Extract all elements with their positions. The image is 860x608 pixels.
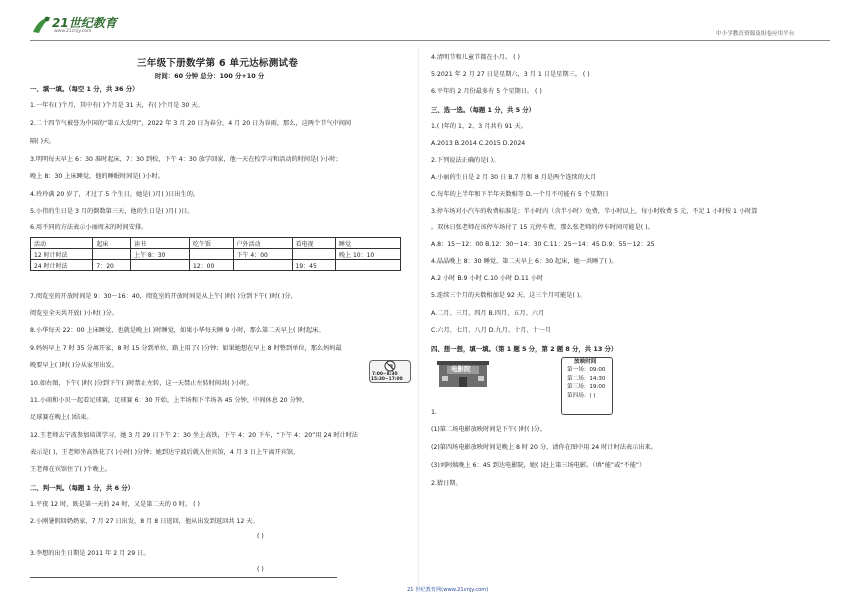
question-line: 王老师在宾馆住了( )个晚上。	[30, 466, 112, 473]
question-line: A.小丽的生日是 2 月 30 日 B.7 月和 8 月是两个连续的大月	[431, 174, 597, 181]
question-line: 11.小雨和小贝一起看足球赛，足球赛 6：30 开始，上半场和下半场各 45 分钟，中间休息 20 分钟，	[30, 397, 309, 404]
question-line: C.六月、七月、八月 D.九月、十月、十一月	[431, 327, 552, 334]
question-line: 10.如右图，下午( )时( )分到下午( )时禁止左转，这一天禁止左转时间共( )小时。	[30, 380, 253, 387]
poster-row: 第四场：( )	[567, 392, 596, 399]
table-cell: 吃午饭	[190, 238, 234, 249]
poster-row: 第三场：19:00	[567, 384, 606, 391]
question-line: A.8：15～12：00 B.12：30～14：30 C.11：25～14：45 D.9：55～12：25	[431, 241, 655, 248]
header-divider	[30, 40, 830, 41]
table-cell	[190, 249, 234, 260]
table-cell: 7：20	[93, 260, 131, 271]
table-cell	[130, 260, 189, 271]
section-heading: 四、想一想，填一填。（第 1 题 5 分，第 2 题 8 分，共 13 分）	[431, 345, 618, 353]
table-cell: 活动	[31, 238, 93, 249]
question-line: 阅览室全天共开放( )小时( )分。	[30, 310, 118, 317]
question-line: 12.王老师去宁波参加培训学习，她 3 月 29 日下午 2：30 坐上高铁，下午 4：20 下车，“下午 4：20”用 24 时计时法	[30, 432, 359, 439]
question-line: A.二月、三月、四月 B.四月、五月、六月	[431, 310, 545, 317]
table-cell: 读书	[130, 238, 189, 249]
table-row	[31, 260, 401, 271]
question-line: 1.	[431, 409, 437, 416]
question-line: 1.( )年的 1、2、3 月共有 91 天。	[431, 123, 527, 130]
table-cell: 看电视	[292, 238, 336, 249]
table-cell: 起床	[93, 238, 131, 249]
table-cell: 12 时计时法	[31, 249, 93, 260]
cinema-sign: 电影院	[451, 365, 471, 373]
screening-schedule-poster	[561, 357, 613, 415]
question-line: 1.平夜 12 时，既是第一天的 24 时，又是第二天的 0 时。 ( )	[30, 501, 200, 508]
platform-name: 中小学教育资源及组卷应用平台	[716, 31, 795, 37]
question-line: 表示是( )，王老师坐高铁花了( )小时( )分钟；她到达宁波后就入住宾馆，4 月 3 日上午离开宾馆，	[30, 449, 300, 456]
sign-time-1: 7:00~8:30	[372, 372, 398, 377]
site-logo	[30, 14, 117, 38]
question-line: 5.连续三个月的天数相加是 92 天，这三个月可能是( )。	[431, 292, 586, 299]
schedule-table	[30, 237, 401, 271]
column-divider	[418, 46, 419, 586]
table-cell	[292, 249, 336, 260]
footer-text: 21 世纪教育网(www.21cnjy.com)	[407, 587, 489, 593]
poster-row: 第二场：14:30	[567, 375, 606, 382]
poster-row: 第一场：09:00	[567, 367, 606, 374]
table-cell: 户外活动	[233, 238, 292, 249]
footer-rule	[30, 577, 337, 578]
logo-text: 21世纪教育	[52, 16, 117, 30]
table-row	[31, 249, 401, 260]
table-cell: 19：45	[292, 260, 336, 271]
question-line: 5.2021 年 2 月 27 日是星期六，3 月 1 日是星期三。 ( )	[431, 71, 590, 78]
table-cell: 24 时计时法	[31, 260, 93, 271]
question-line: 7.阅览室的开放时间是 9：30～16：40，阅览室的开放时间是从上午( )时( )分到下午( )时( )分，	[30, 293, 297, 300]
cinema-illustration	[437, 359, 489, 389]
question-line: 3.明明每天早上 6：30 准时起床，7：30 到校，下午 4：30 放学回家，他一天在校学习和活动的时间是( )小时；	[30, 156, 342, 163]
question-line: 晚上 8：30 上床睡觉，他的睡眠时间是( )小时。	[30, 173, 164, 180]
question-line: 8.小华每天 22：00 上床睡觉，也就是晚上( )时睡觉，如果小华每天睡 9 小时，那么第二天早上( )时起床。	[30, 327, 325, 334]
exam-title: 三年级下册数学第 6 单元达标测试卷	[137, 58, 299, 69]
question-line: 晚要早上( )时( )分从家里出发。	[30, 362, 118, 369]
table-cell: 下午 4：00	[233, 249, 292, 260]
no-left-turn-icon	[384, 360, 396, 372]
section-heading: 一、填一填。（每空 1 分，共 36 分）	[30, 85, 139, 93]
question-line: A.2013 B.2014 C.2015 D.2024	[431, 140, 526, 147]
question-line: 2.小刚暑假回奶奶家，7 月 27 日出发，8 月 8 日返回，他从出发到返回共 12 天。	[30, 518, 259, 525]
question-line: 6.用不同的方法表示小丽周末的时间安排。	[30, 224, 148, 231]
question-line: 4.清明节和儿童节都在小月。 ( )	[431, 54, 520, 61]
cinema-building-icon	[437, 359, 489, 389]
question-line: 2.猜日期。	[431, 480, 462, 487]
logo-url: www.21cnjy.com	[54, 29, 92, 34]
question-line: 5.小伟的生日是 3 月的倒数第三天，他的生日是( )月( )日。	[30, 208, 194, 215]
question-line: (3)刘阿姨晚上 6：45 到达电影院，她( )赶上第三场电影。（填“能”或“不能”）	[431, 462, 646, 469]
section-heading: 二、判一判。（每题 1 分，共 6 分）	[30, 484, 135, 492]
question-line: 6.平年的 2 月份最多有 5 个星期日。 ( )	[431, 88, 542, 95]
section-heading: 三、选一选。（每题 1 分，共 5 分）	[431, 106, 536, 114]
table-cell	[336, 260, 401, 271]
table-cell: 上午 8：30	[130, 249, 189, 260]
question-line: (1)第二场电影放映时间是下午( )时( )分。	[431, 426, 547, 433]
sign-time-2: 15:30~17:00	[371, 377, 403, 382]
poster-title: 放映时间	[574, 359, 597, 365]
question-line: 4.晶晶晚上 8：30 睡觉，第二天早上 6：30 起床，她一共睡了( )。	[431, 258, 618, 265]
question-line: 3.停车场对小汽车的收费标准是：半小时内（含半小时）免费，半小时以上，每小时收费 5 元，不足 1 小时按 1 小时算	[431, 208, 758, 215]
question-line: 隔( )天。	[30, 138, 56, 145]
table-cell: 睡觉	[336, 238, 401, 249]
table-cell	[233, 260, 292, 271]
table-cell: 12：00	[190, 260, 234, 271]
question-line: C.每年的上半年和下半年天数相等 D.一个月不可能有 5 个星期日	[431, 191, 609, 198]
question-line: 足球赛在晚上( )结束。	[30, 414, 93, 421]
question-line: 2.二十四节气被誉为中国的“第五大发明”，2022 年 3 月 20 日为春分，4 月 20 日为谷雨，那么，这两个节气中间间	[30, 120, 352, 127]
question-line: ( )	[257, 533, 264, 540]
table-cell	[93, 249, 131, 260]
table-cell: 晚上 10：10	[336, 249, 401, 260]
question-line: 2.下列说法正确的是( )。	[431, 157, 500, 164]
no-left-turn-sign	[369, 360, 411, 383]
question-line: 9.妈妈早上 7 时 35 分离开家，8 时 15 分到单位，路上用了( )分钟；如果她想在早上 8 时整到单位，那么妈妈最	[30, 345, 342, 352]
runner-logo-icon	[30, 14, 54, 36]
question-line: A.2 小时 B.9 小时 C.10 小时 D.11 小时	[431, 275, 544, 282]
table-header-row	[31, 238, 401, 249]
question-line: ( )	[257, 566, 264, 573]
exam-subtitle: 时间：60 分钟 总分：100 分+10 分	[155, 72, 265, 80]
question-line: 4.玲玲满 20 岁了，才过了 5 个生日，她是( )月( )日出生的。	[30, 191, 200, 198]
question-line: 3.李想的出生日期是 2011 年 2 月 29 日。	[30, 550, 150, 557]
question-line: 。双休日张老师在该停车场付了 15 元停车费，那么张老师的停车时间可能是( )。	[431, 224, 654, 231]
question-line: (2)第四场电影放映时间是晚上 8 时 20 分，请你在图中用 24 时计时法表示出来。	[431, 444, 657, 451]
question-line: 1.一年有( )个月，其中有( )个月是 31 天，有( )个月是 30 天。	[30, 102, 204, 109]
